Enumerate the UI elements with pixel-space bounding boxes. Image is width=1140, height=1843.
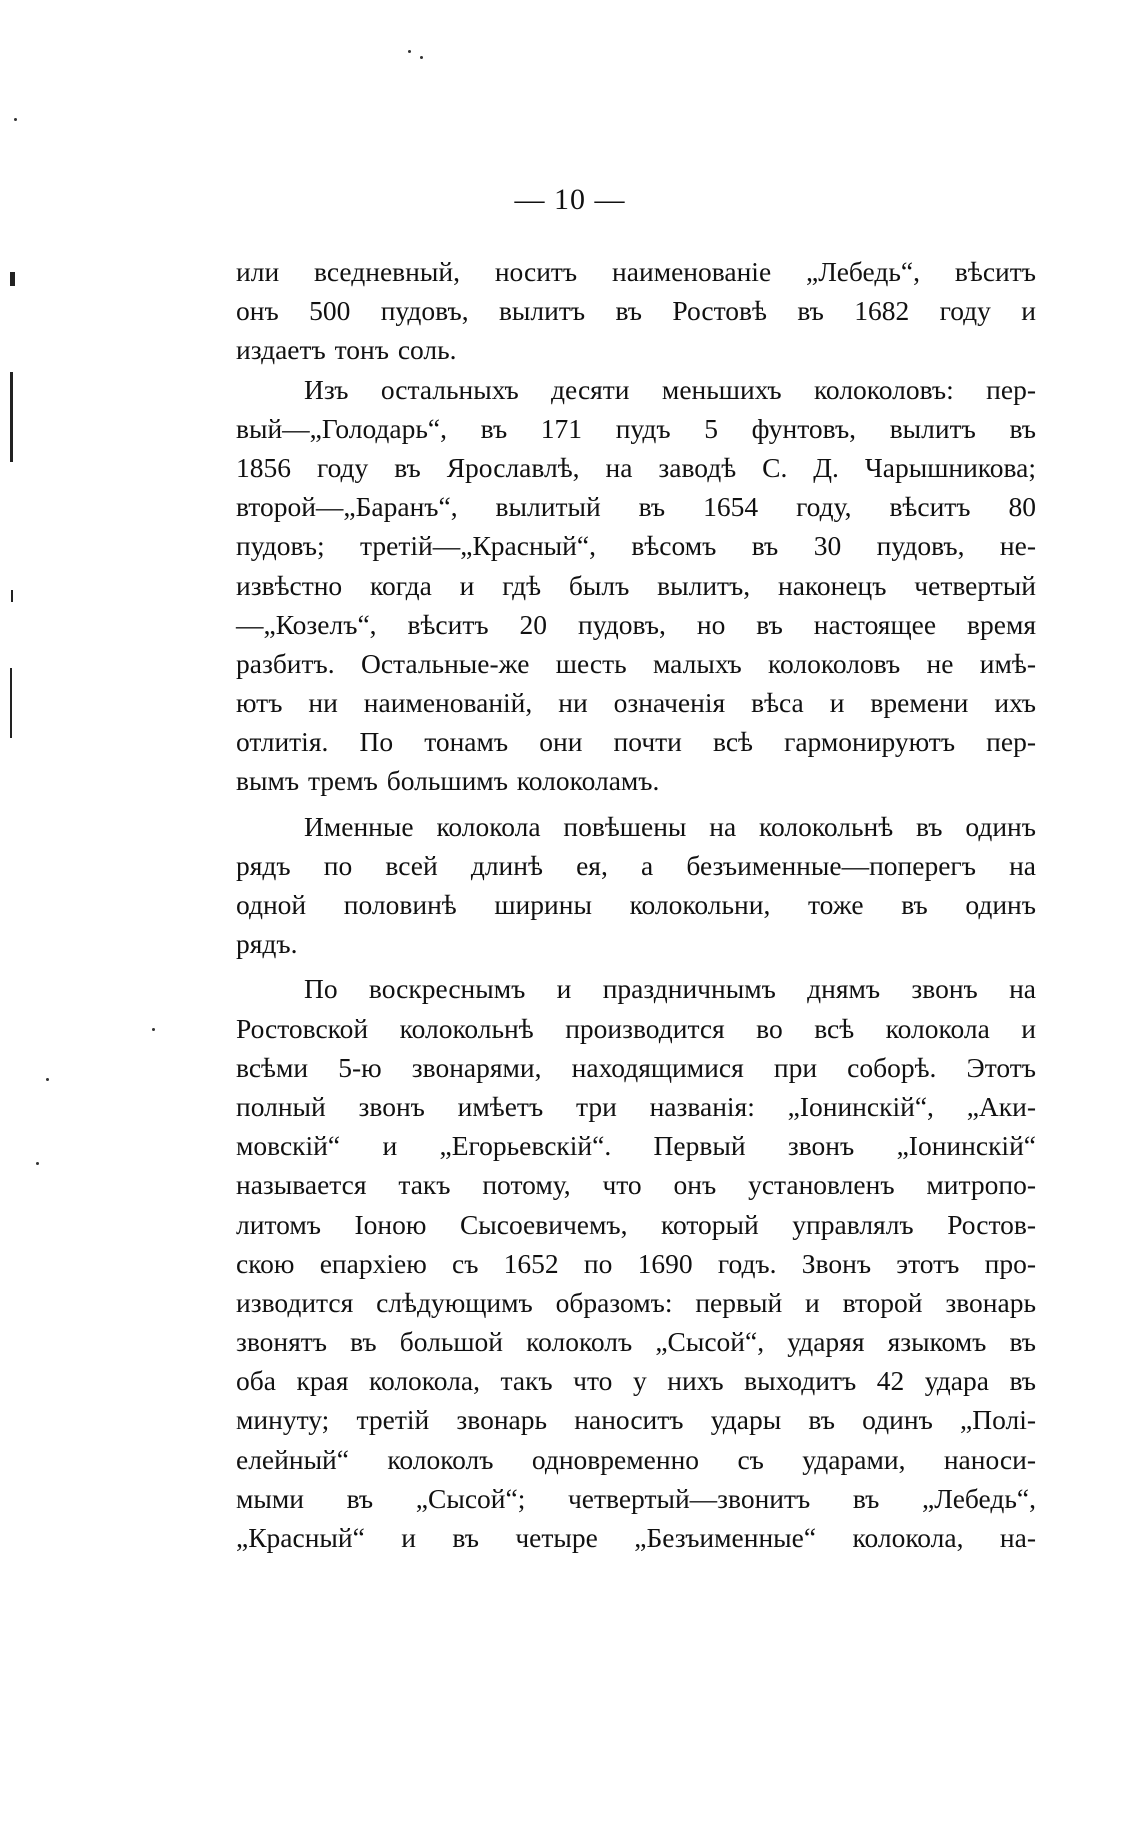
page-number: — 10 — [514,183,626,216]
text-line: Изъ остальныхъ десяти меньшихъ колоколовъ: пер- [304,373,1036,405]
scan-artifact-mark [10,668,12,738]
scan-artifact-dot [46,1078,49,1081]
text-line: онъ 500 пудовъ, вылитъ въ Ростовѣ въ 1682 году и [236,295,1036,327]
text-line: полный звонъ имѣетъ три названія: „Іонинскій“, „Аки- [236,1090,1036,1122]
text-line: мыми въ „Сысой“; четвертый—звонитъ въ „Лебедь“, [236,1482,1036,1514]
text-line: минуту; третій звонарь наноситъ удары въ одинъ „Полі- [236,1404,1036,1436]
scan-artifact-dot [152,1028,155,1031]
text-line: или вседневный, носитъ наименованіе „Лебедь“, вѣситъ [236,256,1036,287]
text-line: издаетъ тонъ соль. [236,334,457,366]
text-line: мовскій“ и „Егорьевскій“. Первый звонъ „Іонинскій“ [236,1130,1036,1162]
text-line: пудовъ; третій—„Красный“, вѣсомъ въ 30 пудовъ, не- [236,530,1036,562]
text-line: —„Козелъ“, вѣситъ 20 пудовъ, но въ настоящее время [236,608,1036,640]
text-line: разбитъ. Остальные-же шесть малыхъ колоколовъ не имѣ- [236,647,1036,679]
text-line: 1856 году въ Ярославлѣ, на заводѣ С. Д. Чарышникова; [236,451,1036,483]
text-line: отлитія. По тонамъ они почти всѣ гармонируютъ пер- [236,726,1036,758]
text-line: всѣми 5-ю звонарями, находящимися при соборѣ. Этотъ [236,1051,1036,1083]
text-line: вымъ тремъ большимъ колоколамъ. [236,765,660,797]
text-line: второй—„Баранъ“, вылитый въ 1654 году, вѣситъ 80 [236,491,1036,523]
scan-artifact-dot [408,50,411,53]
text-line: Именные колокола повѣшены на колокольнѣ въ одинъ [304,810,1036,842]
body-text [236,252,1036,1557]
scan-artifact-dot [36,1162,39,1165]
scan-artifact-mark [10,272,15,286]
text-line: елейный“ колоколъ одновременно съ ударами, наноси- [236,1443,1036,1475]
text-line: одной половинѣ ширины колокольни, тоже въ одинъ [236,889,1036,920]
scan-artifact-dot [420,56,423,59]
text-line: извѣстно когда и гдѣ былъ вылитъ, наконецъ четвертый [236,569,1036,601]
text-line: По воскреснымъ и праздничнымъ днямъ звонъ на [304,973,1036,1005]
text-line: изводится слѣдующимъ образомъ: первый и второй звонарь [236,1286,1036,1318]
text-line: рядъ по всей длинѣ ея, а безъименные—поперегъ на [236,849,1036,881]
text-line: рядъ. [236,928,298,960]
text-line: оба края колокола, такъ что у нихъ выходитъ 42 удара въ [236,1365,1036,1397]
scan-artifact-mark [10,372,13,462]
text-line: „Красный“ и въ четыре „Безъименные“ колокола, на- [236,1522,1036,1553]
text-line: литомъ Іоною Сысоевичемъ, который управлялъ Ростов- [236,1208,1036,1240]
text-line: звонятъ въ большой колоколъ „Сысой“, ударяя языкомъ въ [236,1326,1036,1358]
text-line: вый—„Голодарь“, въ 171 пудъ 5 фунтовъ, вылитъ въ [236,412,1036,444]
scan-artifact-mark [11,590,13,602]
text-line: ютъ ни наименованій, ни означенія вѣса и времени ихъ [236,687,1036,719]
text-line: Ростовской колокольнѣ производится во всѣ колокола и [236,1012,1036,1044]
scan-artifact-dot [14,118,17,121]
text-line: называется такъ потому, что онъ установленъ митропо- [236,1169,1036,1201]
text-line: скою епархіею съ 1652 по 1690 годъ. Звонъ этотъ про- [236,1247,1036,1279]
